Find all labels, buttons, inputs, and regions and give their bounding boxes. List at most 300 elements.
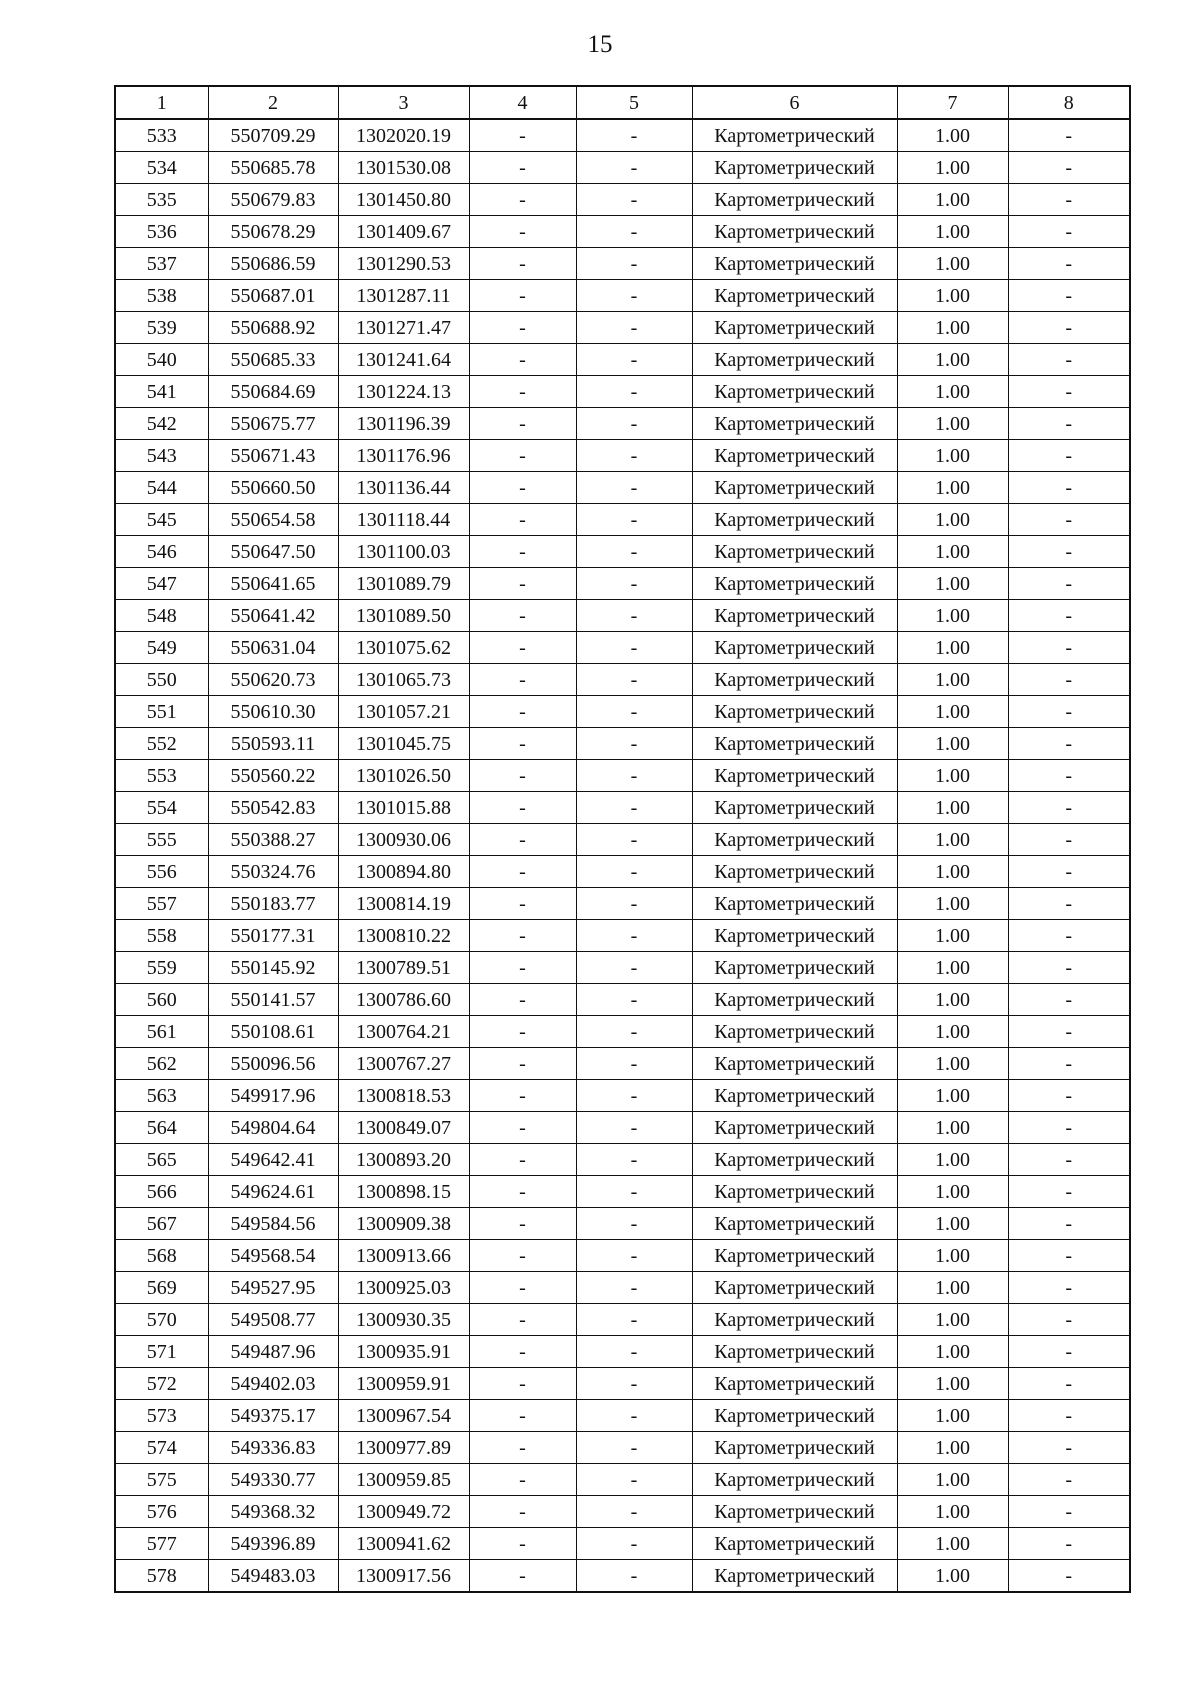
table-cell: Картометрический <box>692 1336 897 1368</box>
table-cell: 1.00 <box>897 1304 1008 1336</box>
table-cell: - <box>469 952 576 984</box>
table-cell: 550542.83 <box>208 792 338 824</box>
table-cell: 1.00 <box>897 1048 1008 1080</box>
table-cell: - <box>1008 1048 1130 1080</box>
table-cell: 1300925.03 <box>338 1272 469 1304</box>
table-cell: 562 <box>115 1048 208 1080</box>
table-row <box>115 184 1130 216</box>
table-cell: 575 <box>115 1464 208 1496</box>
column-header: 1 <box>115 86 208 119</box>
table-cell: - <box>576 312 692 344</box>
table-cell: - <box>469 1112 576 1144</box>
table-cell: Картометрический <box>692 1432 897 1464</box>
table-row <box>115 152 1130 184</box>
table-cell: - <box>576 1016 692 1048</box>
table-cell: 1301196.39 <box>338 408 469 440</box>
table-cell: - <box>469 1528 576 1560</box>
table-cell: 540 <box>115 344 208 376</box>
table-cell: - <box>469 152 576 184</box>
table-cell: - <box>469 1016 576 1048</box>
table-cell: 550709.29 <box>208 119 338 152</box>
table-cell: - <box>469 1048 576 1080</box>
table-cell: - <box>469 1496 576 1528</box>
table-cell: - <box>1008 920 1130 952</box>
table-row <box>115 280 1130 312</box>
table-row <box>115 1240 1130 1272</box>
table-cell: 550610.30 <box>208 696 338 728</box>
table-cell: 1301065.73 <box>338 664 469 696</box>
table-row <box>115 248 1130 280</box>
table-cell: 1301015.88 <box>338 792 469 824</box>
table-cell: 1300898.15 <box>338 1176 469 1208</box>
table-cell: 1300941.62 <box>338 1528 469 1560</box>
table-cell: 549330.77 <box>208 1464 338 1496</box>
table-cell: 549568.54 <box>208 1240 338 1272</box>
table-cell: - <box>469 1240 576 1272</box>
table-cell: - <box>576 408 692 440</box>
table-row <box>115 1560 1130 1593</box>
table-row <box>115 1272 1130 1304</box>
table-cell: - <box>469 1464 576 1496</box>
table-cell: Картометрический <box>692 312 897 344</box>
table-cell: - <box>576 1560 692 1593</box>
table-cell: - <box>576 1240 692 1272</box>
table-cell: 561 <box>115 1016 208 1048</box>
table-cell: 550620.73 <box>208 664 338 696</box>
table-cell: - <box>469 856 576 888</box>
table-header <box>115 86 1130 119</box>
table-row <box>115 856 1130 888</box>
table-cell: 1300977.89 <box>338 1432 469 1464</box>
table-cell: 1301290.53 <box>338 248 469 280</box>
table-cell: - <box>469 1176 576 1208</box>
table-cell: Картометрический <box>692 568 897 600</box>
table-cell: 550631.04 <box>208 632 338 664</box>
table-cell: 1300894.80 <box>338 856 469 888</box>
table-cell: Картометрический <box>692 824 897 856</box>
table-cell: - <box>576 632 692 664</box>
table-cell: - <box>1008 408 1130 440</box>
table-row <box>115 1464 1130 1496</box>
table-cell: - <box>576 1080 692 1112</box>
table-cell: - <box>469 728 576 760</box>
table-cell: 550388.27 <box>208 824 338 856</box>
table-cell: 1301176.96 <box>338 440 469 472</box>
table-row <box>115 216 1130 248</box>
table-cell: 1300893.20 <box>338 1144 469 1176</box>
table-cell: 1301450.80 <box>338 184 469 216</box>
table-cell: Картометрический <box>692 1272 897 1304</box>
table-cell: 550324.76 <box>208 856 338 888</box>
table-cell: - <box>1008 1336 1130 1368</box>
table-cell: 1300967.54 <box>338 1400 469 1432</box>
coordinates-table <box>114 85 1131 1593</box>
table-cell: Картометрический <box>692 472 897 504</box>
table-cell: - <box>469 888 576 920</box>
table-cell: 1300789.51 <box>338 952 469 984</box>
table-cell: Картометрический <box>692 1176 897 1208</box>
table-cell: Картометрический <box>692 1464 897 1496</box>
table-cell: Картометрический <box>692 600 897 632</box>
table-cell: 549396.89 <box>208 1528 338 1560</box>
table-cell: 550660.50 <box>208 472 338 504</box>
table-cell: 1.00 <box>897 600 1008 632</box>
table-cell: 1301118.44 <box>338 504 469 536</box>
table-cell: - <box>1008 1208 1130 1240</box>
table-cell: 550678.29 <box>208 216 338 248</box>
table-cell: 1.00 <box>897 1112 1008 1144</box>
table-cell: 550177.31 <box>208 920 338 952</box>
table-cell: 1.00 <box>897 856 1008 888</box>
table-cell: 550647.50 <box>208 536 338 568</box>
table-cell: - <box>469 184 576 216</box>
table-row <box>115 1432 1130 1464</box>
table-cell: 550685.78 <box>208 152 338 184</box>
table-cell: - <box>469 280 576 312</box>
table-cell: 1301089.50 <box>338 600 469 632</box>
table-cell: 1.00 <box>897 216 1008 248</box>
table-cell: Картометрический <box>692 920 897 952</box>
table-cell: - <box>469 248 576 280</box>
table-cell: 550685.33 <box>208 344 338 376</box>
table-cell: - <box>469 568 576 600</box>
table-cell: - <box>1008 728 1130 760</box>
table-row <box>115 376 1130 408</box>
table-cell: 1301409.67 <box>338 216 469 248</box>
table-cell: - <box>1008 856 1130 888</box>
table-cell: 1.00 <box>897 920 1008 952</box>
table-cell: 549642.41 <box>208 1144 338 1176</box>
table-row <box>115 792 1130 824</box>
table-cell: 560 <box>115 984 208 1016</box>
table-cell: 1300949.72 <box>338 1496 469 1528</box>
table-row <box>115 408 1130 440</box>
table-cell: - <box>1008 792 1130 824</box>
table-cell: 556 <box>115 856 208 888</box>
table-cell: 547 <box>115 568 208 600</box>
column-header: 3 <box>338 86 469 119</box>
table-cell: - <box>1008 216 1130 248</box>
table-cell: 1300764.21 <box>338 1016 469 1048</box>
table-row <box>115 1048 1130 1080</box>
table-row <box>115 1080 1130 1112</box>
table-cell: Картометрический <box>692 248 897 280</box>
table-row <box>115 504 1130 536</box>
table-cell: 541 <box>115 376 208 408</box>
table-cell: - <box>1008 536 1130 568</box>
table-cell: Картометрический <box>692 1016 897 1048</box>
table-cell: 1300917.56 <box>338 1560 469 1593</box>
table-cell: 564 <box>115 1112 208 1144</box>
table-cell: - <box>1008 1144 1130 1176</box>
table-cell: 534 <box>115 152 208 184</box>
table-cell: - <box>1008 1528 1130 1560</box>
table-cell: - <box>1008 312 1130 344</box>
table-row <box>115 728 1130 760</box>
table-cell: 550593.11 <box>208 728 338 760</box>
table-cell: 549 <box>115 632 208 664</box>
table-cell: Картометрический <box>692 728 897 760</box>
table-cell: - <box>576 1208 692 1240</box>
table-cell: 548 <box>115 600 208 632</box>
table-cell: - <box>576 280 692 312</box>
table-cell: 1.00 <box>897 440 1008 472</box>
table-row <box>115 920 1130 952</box>
table-cell: Картометрический <box>692 1144 897 1176</box>
table-cell: - <box>576 1144 692 1176</box>
table-cell: 1.00 <box>897 248 1008 280</box>
table-cell: 576 <box>115 1496 208 1528</box>
table-cell: 1.00 <box>897 1240 1008 1272</box>
table-cell: Картометрический <box>692 696 897 728</box>
table-cell: 550686.59 <box>208 248 338 280</box>
table-cell: 537 <box>115 248 208 280</box>
table-cell: 550 <box>115 664 208 696</box>
table-cell: 1.00 <box>897 696 1008 728</box>
table-cell: - <box>576 1272 692 1304</box>
table-row <box>115 1528 1130 1560</box>
table-cell: 1.00 <box>897 119 1008 152</box>
table-cell: - <box>576 696 692 728</box>
table-cell: 1301057.21 <box>338 696 469 728</box>
table-cell: 549487.96 <box>208 1336 338 1368</box>
table-cell: 1.00 <box>897 280 1008 312</box>
table-cell: 1.00 <box>897 312 1008 344</box>
table-cell: 1.00 <box>897 1208 1008 1240</box>
table-cell: - <box>576 119 692 152</box>
table-cell: 1300909.38 <box>338 1208 469 1240</box>
table-cell: 565 <box>115 1144 208 1176</box>
table-cell: - <box>469 1080 576 1112</box>
table-row <box>115 1144 1130 1176</box>
table-cell: 1300959.91 <box>338 1368 469 1400</box>
table-cell: 536 <box>115 216 208 248</box>
table-cell: - <box>469 1304 576 1336</box>
table-cell: 549624.61 <box>208 1176 338 1208</box>
table-cell: 1301530.08 <box>338 152 469 184</box>
table-cell: 1.00 <box>897 1464 1008 1496</box>
table-cell: - <box>1008 152 1130 184</box>
page-number: 15 <box>587 31 613 58</box>
table-cell: Картометрический <box>692 1528 897 1560</box>
table-cell: - <box>1008 376 1130 408</box>
table-cell: - <box>469 408 576 440</box>
table-cell: 544 <box>115 472 208 504</box>
table-row <box>115 888 1130 920</box>
table-cell: 550688.92 <box>208 312 338 344</box>
table-cell: 1.00 <box>897 1496 1008 1528</box>
table-cell: - <box>1008 824 1130 856</box>
table-cell: 550671.43 <box>208 440 338 472</box>
table-cell: - <box>576 1432 692 1464</box>
table-body <box>115 119 1130 1592</box>
table-cell: - <box>576 376 692 408</box>
table-cell: - <box>1008 1272 1130 1304</box>
table-cell: Картометрический <box>692 952 897 984</box>
table-cell: Картометрический <box>692 984 897 1016</box>
table-row <box>115 1400 1130 1432</box>
table-cell: - <box>469 920 576 952</box>
table-cell: 563 <box>115 1080 208 1112</box>
table-cell: - <box>576 760 692 792</box>
column-header: 2 <box>208 86 338 119</box>
table-cell: 549917.96 <box>208 1080 338 1112</box>
table-cell: 1302020.19 <box>338 119 469 152</box>
table-cell: 1.00 <box>897 536 1008 568</box>
table-cell: 1301089.79 <box>338 568 469 600</box>
table-cell: 1300913.66 <box>338 1240 469 1272</box>
table-cell: 550687.01 <box>208 280 338 312</box>
table-row <box>115 632 1130 664</box>
table-cell: 549584.56 <box>208 1208 338 1240</box>
table-cell: - <box>576 1112 692 1144</box>
table-cell: - <box>1008 600 1130 632</box>
header-row <box>115 86 1130 119</box>
column-header: 5 <box>576 86 692 119</box>
table-row <box>115 696 1130 728</box>
table-cell: 549804.64 <box>208 1112 338 1144</box>
table-cell: - <box>576 568 692 600</box>
table-cell: - <box>576 472 692 504</box>
table-cell: 549527.95 <box>208 1272 338 1304</box>
table-cell: - <box>469 1144 576 1176</box>
table-cell: 1300810.22 <box>338 920 469 952</box>
table-cell: 550684.69 <box>208 376 338 408</box>
table-cell: - <box>1008 472 1130 504</box>
table-cell: Картометрический <box>692 184 897 216</box>
table-cell: 1.00 <box>897 952 1008 984</box>
table-cell: 1.00 <box>897 568 1008 600</box>
table-cell: - <box>469 792 576 824</box>
table-cell: 557 <box>115 888 208 920</box>
table-cell: - <box>576 344 692 376</box>
table-row <box>115 600 1130 632</box>
table-cell: - <box>469 632 576 664</box>
table-cell: - <box>576 1048 692 1080</box>
table-cell: Картометрический <box>692 1080 897 1112</box>
table-cell: 1301241.64 <box>338 344 469 376</box>
table-cell: - <box>1008 760 1130 792</box>
table-cell: 1.00 <box>897 504 1008 536</box>
table-cell: 1300767.27 <box>338 1048 469 1080</box>
table-cell: - <box>469 1560 576 1593</box>
table-cell: 1.00 <box>897 1080 1008 1112</box>
table-cell: 550560.22 <box>208 760 338 792</box>
table-cell: Картометрический <box>692 152 897 184</box>
table-cell: 1.00 <box>897 472 1008 504</box>
table-cell: Картометрический <box>692 119 897 152</box>
table-cell: 550641.65 <box>208 568 338 600</box>
table-cell: 535 <box>115 184 208 216</box>
column-header: 6 <box>692 86 897 119</box>
table-row <box>115 119 1130 152</box>
table-cell: - <box>1008 888 1130 920</box>
table-cell: 1.00 <box>897 664 1008 696</box>
table-cell: - <box>1008 1496 1130 1528</box>
table-cell: 1.00 <box>897 1176 1008 1208</box>
table-cell: - <box>576 1176 692 1208</box>
table-row <box>115 344 1130 376</box>
table-cell: 533 <box>115 119 208 152</box>
table-cell: 554 <box>115 792 208 824</box>
table-cell: - <box>469 344 576 376</box>
table-cell: 566 <box>115 1176 208 1208</box>
table-cell: 567 <box>115 1208 208 1240</box>
table-cell: - <box>469 472 576 504</box>
table-cell: 574 <box>115 1432 208 1464</box>
table-cell: 1301271.47 <box>338 312 469 344</box>
table-cell: - <box>1008 952 1130 984</box>
table-cell: - <box>469 824 576 856</box>
table-cell: - <box>469 1336 576 1368</box>
table-row <box>115 440 1130 472</box>
table-cell: Картометрический <box>692 664 897 696</box>
table-cell: - <box>469 312 576 344</box>
table-cell: Картометрический <box>692 1208 897 1240</box>
table-cell: - <box>1008 440 1130 472</box>
table-cell: 1300818.53 <box>338 1080 469 1112</box>
table-cell: 549402.03 <box>208 1368 338 1400</box>
table-cell: 549508.77 <box>208 1304 338 1336</box>
table-cell: Картометрический <box>692 536 897 568</box>
table-cell: - <box>469 119 576 152</box>
table-cell: 1.00 <box>897 760 1008 792</box>
table-cell: Картометрический <box>692 344 897 376</box>
table-row <box>115 1368 1130 1400</box>
table-row <box>115 1176 1130 1208</box>
table-cell: 549483.03 <box>208 1560 338 1593</box>
table-cell: Картометрический <box>692 280 897 312</box>
table-cell: - <box>1008 1176 1130 1208</box>
table-cell: Картометрический <box>692 1240 897 1272</box>
table-row <box>115 1336 1130 1368</box>
table-cell: 572 <box>115 1368 208 1400</box>
table-cell: 558 <box>115 920 208 952</box>
table-cell: 1300814.19 <box>338 888 469 920</box>
table-cell: Картометрический <box>692 376 897 408</box>
table-cell: 1300959.85 <box>338 1464 469 1496</box>
table-cell: 545 <box>115 504 208 536</box>
table-cell: 1.00 <box>897 376 1008 408</box>
table-cell: - <box>1008 664 1130 696</box>
table-cell: 550641.42 <box>208 600 338 632</box>
table-cell: - <box>469 504 576 536</box>
table-row <box>115 568 1130 600</box>
table-cell: 1300930.06 <box>338 824 469 856</box>
table-cell: 549375.17 <box>208 1400 338 1432</box>
table-row <box>115 1496 1130 1528</box>
table-cell: 1.00 <box>897 632 1008 664</box>
table-cell: - <box>576 152 692 184</box>
table-cell: 1.00 <box>897 408 1008 440</box>
table-cell: - <box>1008 184 1130 216</box>
table-cell: - <box>576 1528 692 1560</box>
table-cell: 1.00 <box>897 184 1008 216</box>
table-cell: 1.00 <box>897 888 1008 920</box>
table-cell: - <box>469 664 576 696</box>
table-cell: - <box>576 792 692 824</box>
table-cell: 550654.58 <box>208 504 338 536</box>
table-cell: - <box>469 1272 576 1304</box>
table-cell: - <box>1008 504 1130 536</box>
table-cell: - <box>576 248 692 280</box>
table-cell: 551 <box>115 696 208 728</box>
table-cell: 1300930.35 <box>338 1304 469 1336</box>
table-row <box>115 472 1130 504</box>
table-cell: Картометрический <box>692 888 897 920</box>
table-cell: 539 <box>115 312 208 344</box>
table-cell: 543 <box>115 440 208 472</box>
